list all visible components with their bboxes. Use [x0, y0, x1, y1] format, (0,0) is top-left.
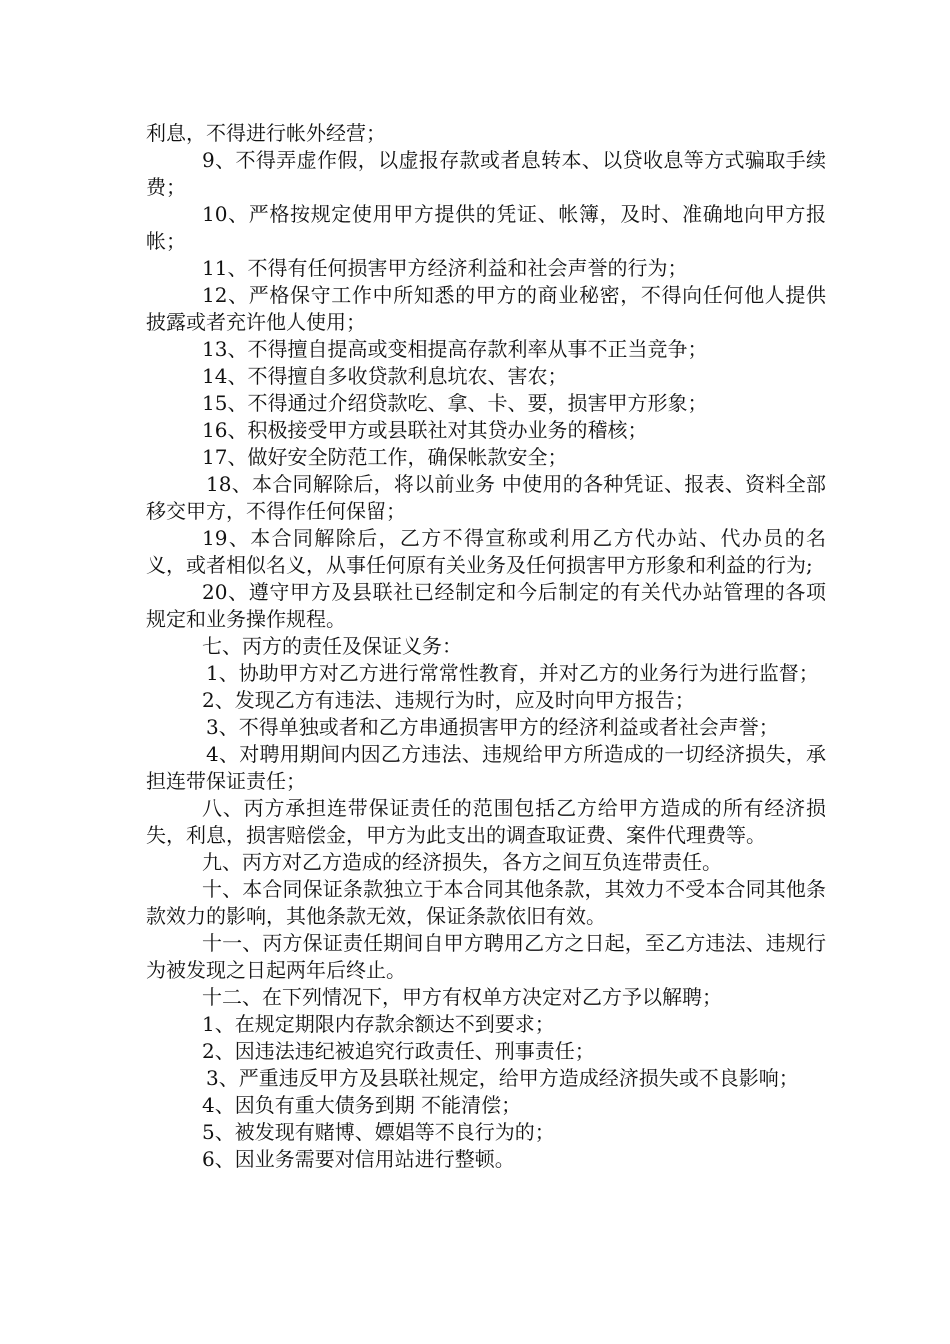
section-9: 九、丙方对乙方造成的经济损失，各方之间互负连带责任。 [202, 850, 722, 874]
document-body [146, 120, 826, 1173]
section-12-heading: 十二、在下列情况下，甲方有权单方决定对乙方予以解聘； [202, 985, 722, 1009]
section-7-item-4: 4、对聘用期间内因乙方违法、违规给甲方所造成的一切经济损失，承担连带保证责任； [146, 742, 826, 793]
clause-15: 15、不得通过介绍贷款吃、拿、卡、要，损害甲方形象； [202, 391, 708, 415]
section-12-item-2: 2、因违法违纪被追究行政责任、刑事责任； [202, 1039, 595, 1063]
clause-19: 19、本合同解除后，乙方不得宣称或利用乙方代办站、代办员的名义，或者相似名义，从事任何原有关业务及任何损害甲方形象和利益的行为; [146, 526, 826, 577]
section-7-heading: 七、丙方的责任及保证义务： [202, 634, 462, 658]
section-12-item-6: 6、因业务需要对信用站进行整顿。 [202, 1147, 515, 1171]
clause-20: 20、遵守甲方及县联社已经制定和今后制定的有关代办站管理的各项规定和业务操作规程。 [146, 580, 826, 631]
clause-17: 17、做好安全防范工作，确保帐款安全； [202, 445, 568, 469]
clause-11: 11、不得有任何损害甲方经济利益和社会声誉的行为； [202, 256, 688, 280]
clause-18: 18、本合同解除后，将以前业务 中使用的各种凭证、报表、资料全部移交甲方，不得作任何保留； [146, 472, 826, 523]
section-7-item-1: 1、协助甲方对乙方进行常常性教育，并对乙方的业务行为进行监督； [206, 661, 819, 685]
section-12-item-1: 1、在规定期限内存款余额达不到要求； [202, 1012, 555, 1036]
section-10: 十、本合同保证条款独立于本合同其他条款，其效力不受本合同其他条款效力的影响，其他条款无效，保证条款依旧有效。 [146, 877, 826, 928]
paragraph-continuation: 利息，不得进行帐外经营； [146, 121, 386, 145]
clause-14: 14、不得擅自多收贷款利息坑农、害农； [202, 364, 568, 388]
clause-13: 13、不得擅自提高或变相提高存款利率从事不正当竞争； [202, 337, 708, 361]
section-11: 十一、丙方保证责任期间自甲方聘用乙方之日起，至乙方违法、违规行为被发现之日起两年后终止。 [146, 931, 826, 982]
clause-16: 16、积极接受甲方或县联社对其贷办业务的稽核； [202, 418, 648, 442]
section-12-item-3: 3、严重违反甲方及县联社规定，给甲方造成经济损失或不良影响； [206, 1066, 799, 1090]
section-12-item-5: 5、被发现有赌博、嫖娼等不良行为的； [202, 1120, 555, 1144]
clause-9: 9、不得弄虚作假，以虚报存款或者息转本、以贷收息等方式骗取手续费； [146, 148, 826, 199]
section-7-item-3: 3、不得单独或者和乙方串通损害甲方的经济利益或者社会声誉； [206, 715, 779, 739]
clause-12: 12、严格保守工作中所知悉的甲方的商业秘密，不得向任何他人提供披露或者充许他人使用； [146, 283, 826, 334]
section-8: 八、丙方承担连带保证责任的范围包括乙方给甲方造成的所有经济损失，利息，损害赔偿金，甲方为此支出的调查取证费、案件代理费等。 [146, 796, 826, 847]
section-12-item-4: 4、因负有重大债务到期 不能清偿； [202, 1093, 522, 1117]
section-7-item-2: 2、发现乙方有违法、违规行为时，应及时向甲方报告； [202, 688, 695, 712]
clause-10: 10、严格按规定使用甲方提供的凭证、帐簿，及时、准确地向甲方报帐； [146, 202, 826, 253]
